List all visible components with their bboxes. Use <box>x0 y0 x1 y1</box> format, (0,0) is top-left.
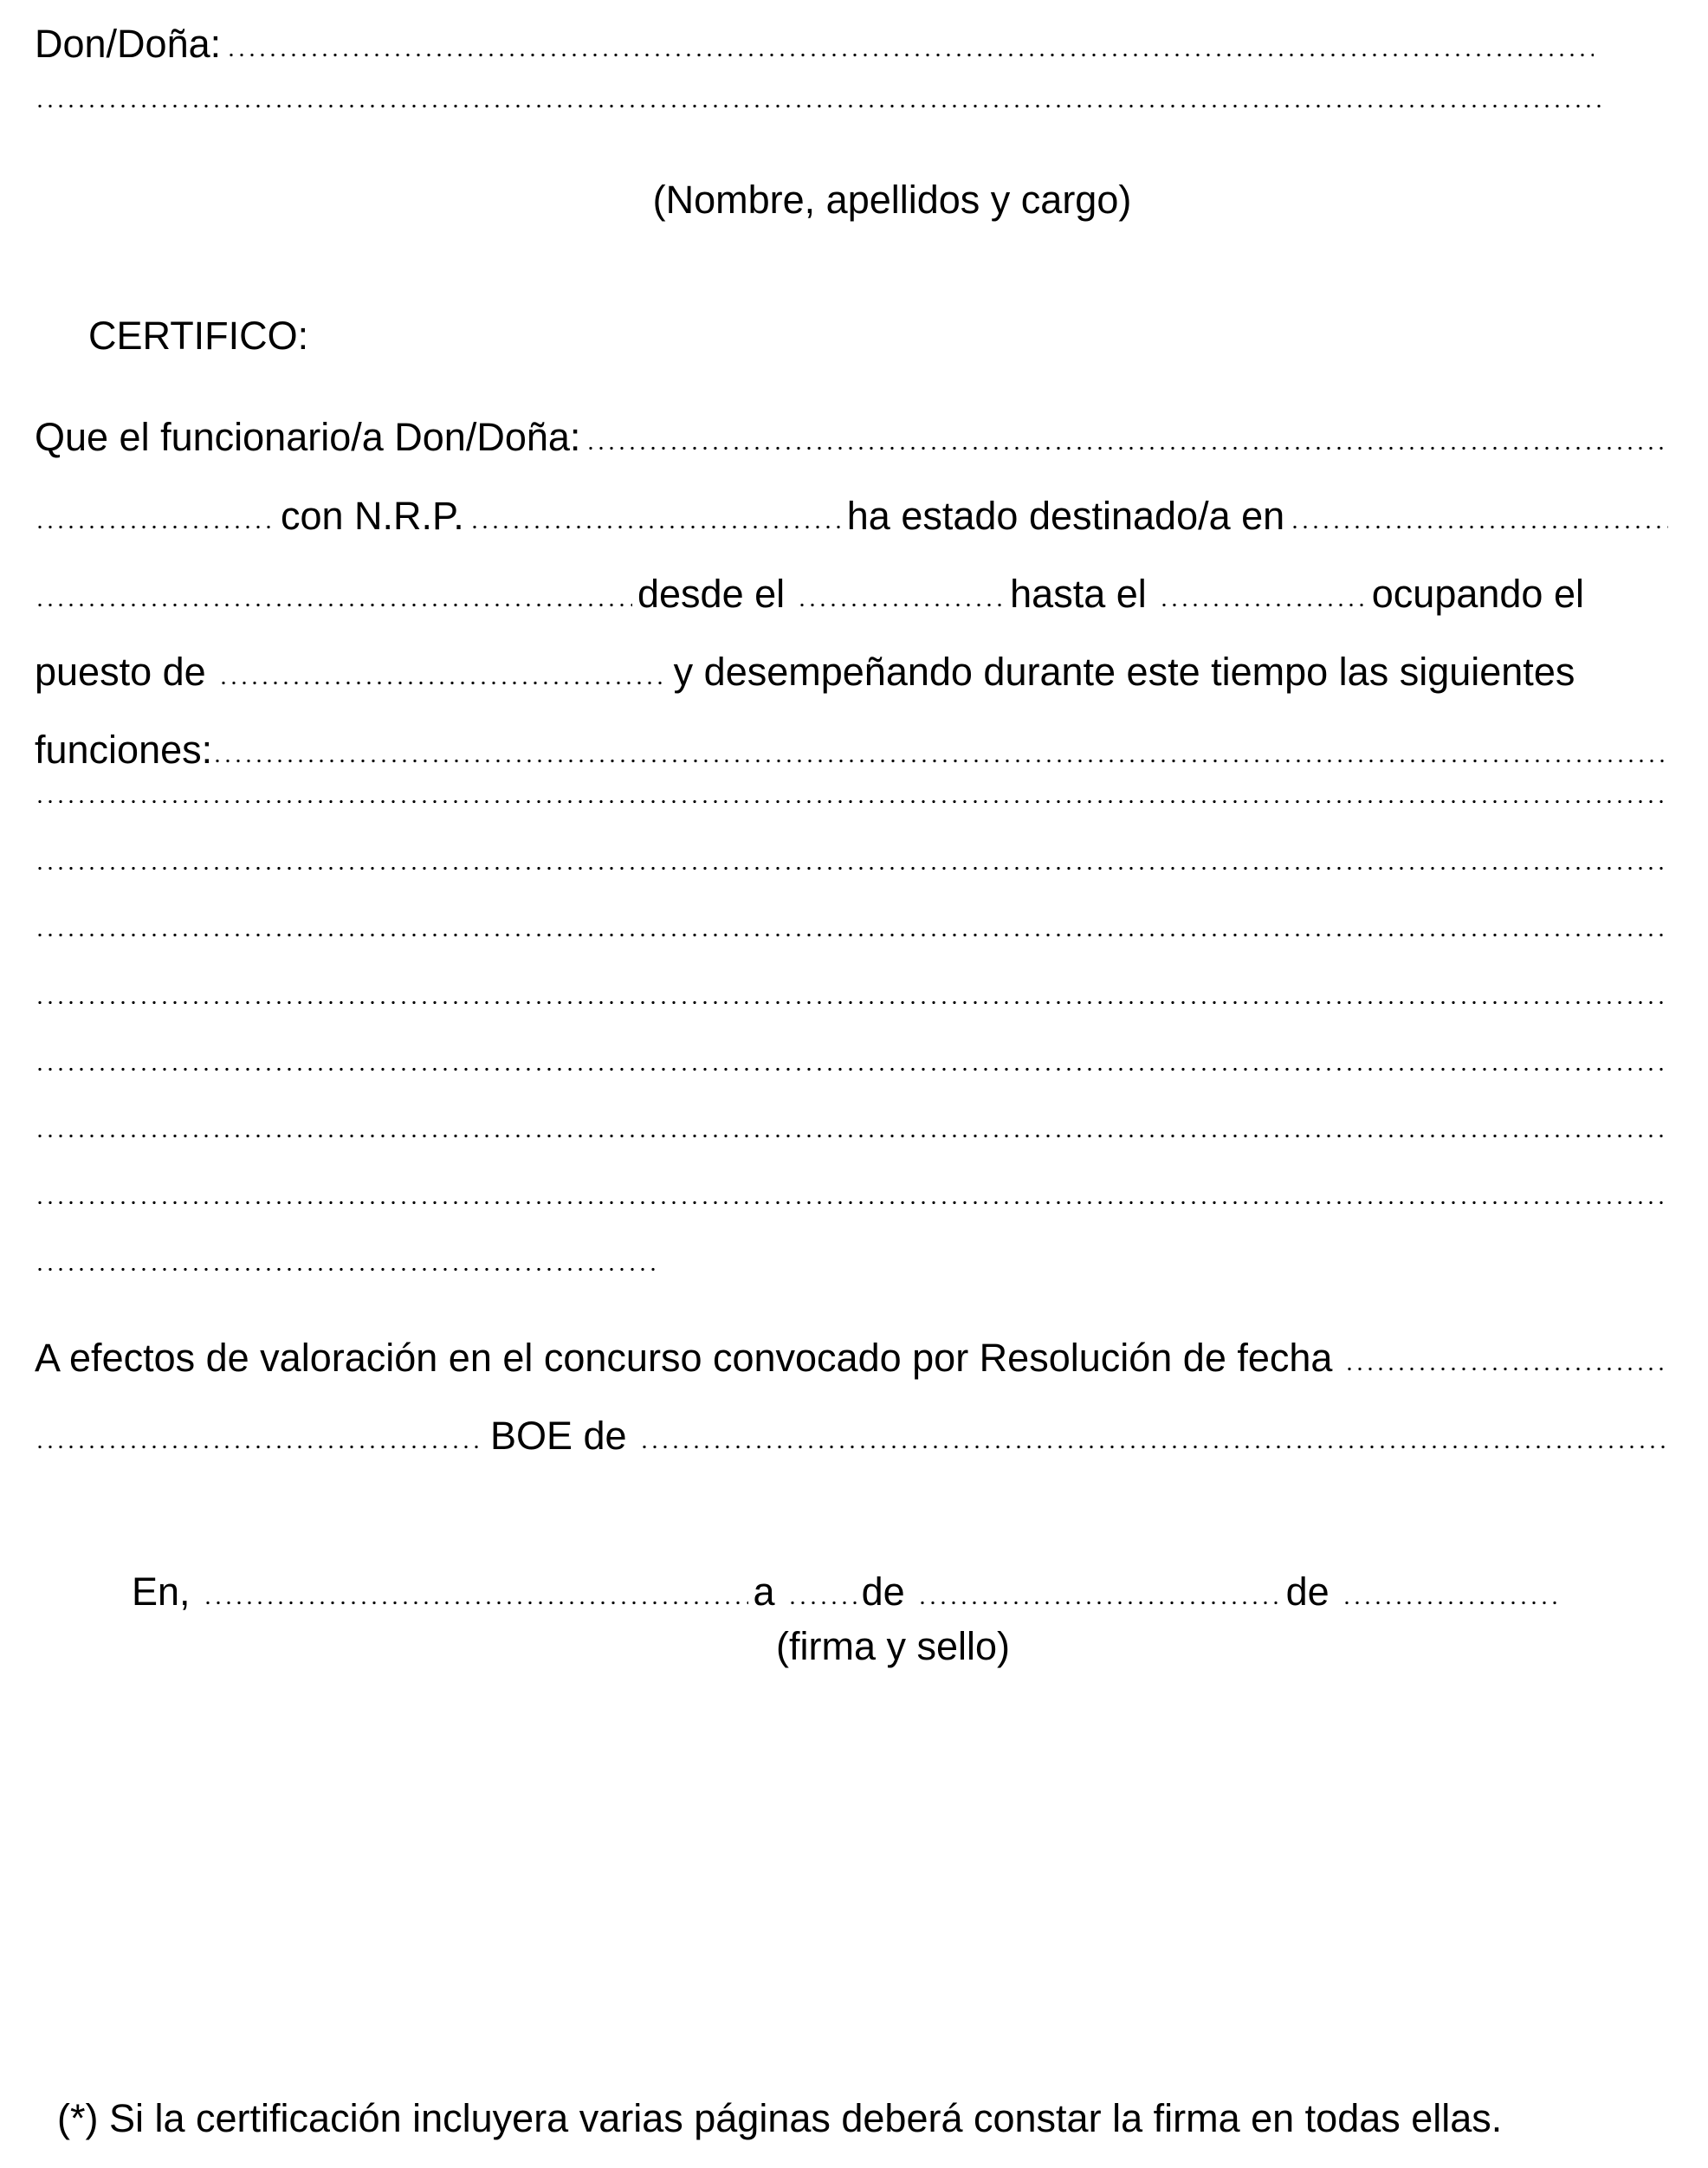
desde-blank[interactable] <box>797 603 1005 607</box>
destino-blank[interactable] <box>1290 525 1668 529</box>
funciones-continuation-blank[interactable] <box>35 1000 1668 1005</box>
boe-label: BOE de <box>490 1414 627 1458</box>
boe-lead-blank[interactable] <box>35 1445 485 1449</box>
nrp-blank[interactable] <box>469 525 842 529</box>
name-continuation-blank[interactable] <box>35 104 1601 108</box>
hasta-blank[interactable] <box>1159 603 1367 607</box>
funciones-continuation-blank[interactable] <box>35 1200 1668 1205</box>
puesto-label: puesto de <box>35 650 206 694</box>
dia-blank[interactable] <box>787 1601 857 1605</box>
name-caption: (Nombre, apellidos y cargo) <box>652 178 1132 222</box>
funciones-blank-line <box>35 1067 1673 1071</box>
funciones-continuation-blank[interactable] <box>35 933 1668 937</box>
lugar-blank[interactable] <box>203 1601 748 1605</box>
footnote-text: (*) Si la certificación incluyera varias páginas deberá constar la firma en todas ellas. <box>57 2096 1503 2140</box>
fechas-line <box>35 572 1673 616</box>
ocupando-label: ocupando el <box>1371 572 1584 616</box>
don-dona-line <box>35 22 1599 66</box>
funciones-continuation-blank[interactable] <box>35 1067 1668 1071</box>
funciones-blank-line <box>35 1000 1673 1005</box>
boe-line <box>35 1414 1673 1458</box>
en-label: En, <box>132 1569 191 1614</box>
de-label-1: de <box>861 1569 905 1614</box>
destinado-label: ha estado destinado/a en <box>846 494 1285 538</box>
efectos-label: A efectos de valoración en el concurso convocado por Resolución de fecha <box>35 1336 1333 1380</box>
funciones-blank-line <box>35 1134 1673 1138</box>
nrp-line <box>35 494 1673 538</box>
certifico-heading <box>88 314 309 358</box>
signature-caption: (firma y sello) <box>775 1624 1011 1668</box>
de-label-2: de <box>1285 1569 1330 1614</box>
funciones-blank[interactable] <box>212 759 1668 763</box>
funcionario-line <box>35 415 1673 459</box>
funciones-final-blank[interactable] <box>35 1267 662 1272</box>
funcionario-label: Que el funcionario/a Don/Doña: <box>35 415 581 459</box>
funciones-continuation-blank[interactable] <box>35 799 1668 804</box>
puesto-line <box>35 650 1673 694</box>
hasta-label: hasta el <box>1010 572 1147 616</box>
footnote <box>57 2096 1503 2140</box>
name-continuation-line <box>35 104 1606 108</box>
funcionario-name-blank[interactable] <box>586 446 1668 450</box>
name-blank[interactable] <box>226 53 1594 57</box>
desempenando-label: y desempeñando durante este tiempo las siguientes <box>673 650 1575 694</box>
don-dona-label: Don/Doña: <box>35 22 222 66</box>
puesto-blank[interactable] <box>218 681 669 685</box>
efectos-line <box>35 1336 1673 1380</box>
signature-line <box>132 1569 1564 1614</box>
nrp-label: con N.R.P. <box>281 494 464 538</box>
a-label: a <box>753 1569 775 1614</box>
funciones-line <box>35 728 1673 772</box>
funciones-continuation-blank[interactable] <box>35 866 1668 870</box>
resolucion-fecha-blank[interactable] <box>1344 1367 1668 1371</box>
funciones-label: funciones: <box>35 728 213 772</box>
funciones-blank-line <box>35 1200 1673 1205</box>
destino-continuation-blank[interactable] <box>35 603 632 607</box>
anio-blank[interactable] <box>1342 1601 1559 1605</box>
funciones-blank-line <box>35 1267 667 1272</box>
nrp-lead-blank[interactable] <box>35 525 275 529</box>
funciones-blank-line <box>35 933 1673 937</box>
boe-blank[interactable] <box>639 1445 1668 1449</box>
desde-label: desde el <box>637 572 786 616</box>
certifico-label: CERTIFICO: <box>88 314 309 358</box>
funciones-blank-line <box>35 866 1673 870</box>
funciones-continuation-blank[interactable] <box>35 1134 1668 1138</box>
mes-blank[interactable] <box>917 1601 1281 1605</box>
funciones-blank-line <box>35 799 1673 804</box>
